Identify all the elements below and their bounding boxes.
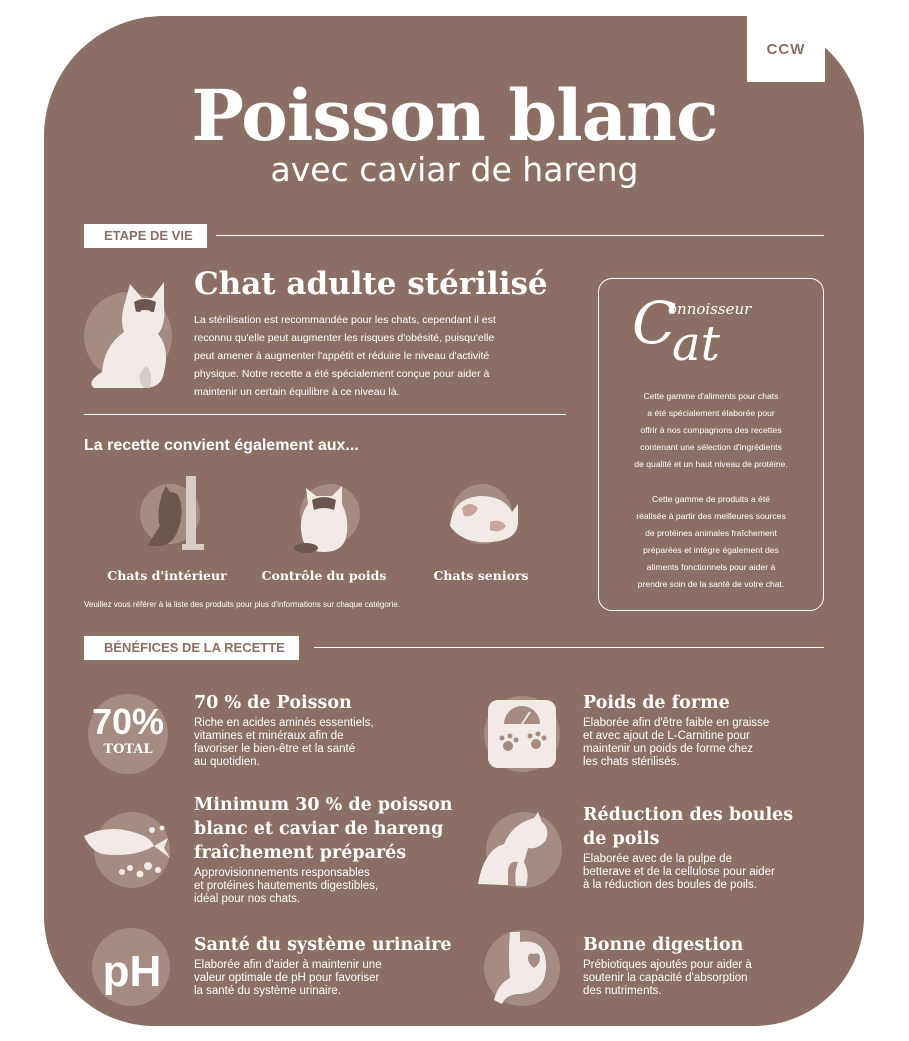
divider	[216, 235, 824, 236]
icon-percent-text: 70%	[91, 701, 165, 742]
text-line: des nutriments.	[583, 985, 662, 997]
text-line: offrir à nos compagnons des recettes	[640, 425, 782, 435]
benefit-title: Bonne digestion	[583, 935, 744, 955]
text-line: à la réduction des boules de poils.	[583, 879, 757, 891]
page-title: Poisson blanc	[191, 74, 718, 157]
benefit-text	[194, 867, 464, 906]
text-line: Riche en acides aminés essentiels,	[194, 717, 374, 729]
text-line: Cette gamme d'aliments pour chats	[643, 391, 779, 401]
benefit-4	[583, 803, 833, 892]
connoisseur-para-2	[609, 491, 813, 593]
text-line: maintenir un poids de forme chez	[583, 743, 754, 755]
text-line: valeur optimale de pH pour favoriser	[194, 972, 380, 984]
text-line: physique. Notre recette a été spécialement conçue pour aider à	[194, 368, 490, 380]
text-line: Elaborée afin d'être faible en graisse	[583, 717, 770, 729]
icon-ph-text: pH	[102, 947, 162, 996]
also-label-weight: Contrôle du poids	[261, 568, 387, 583]
indoor-cat-icon	[132, 474, 212, 554]
text-line: peut amener à augmenter l'appétit et réduire le niveau d'activité	[194, 350, 490, 362]
text-line: reconnu qu'elle peut augmenter les risques d'obésité, puisqu'elle	[194, 332, 495, 344]
text-line: betterave et de la cellulose pour aider	[583, 866, 775, 878]
also-label-indoor: Chats d'intérieur	[107, 568, 227, 583]
text-line: de protéines animales fraîchement	[645, 528, 777, 538]
ph-icon	[90, 928, 176, 1008]
adult-cat-icon	[84, 276, 194, 391]
divider	[84, 414, 566, 415]
text-line: la santé du système urinaire.	[194, 985, 342, 997]
benefit-title: de poils	[583, 829, 660, 849]
also-label-senior: Chats seniors	[433, 568, 529, 583]
benefit-text	[583, 717, 833, 769]
logo-at: at	[672, 316, 720, 372]
benefit-text	[583, 853, 833, 892]
benefit-text	[583, 959, 833, 998]
weight-control-cat-icon	[288, 476, 368, 556]
percent-70-icon	[80, 694, 176, 774]
benefit-title: Poids de forme	[583, 693, 730, 713]
text-line: maintenir un certain équilibre à ce niveau là.	[194, 386, 400, 398]
text-line: Cette gamme de produits a été	[652, 494, 770, 504]
text-line: vitamines et minéraux afin de	[194, 730, 344, 742]
benefit-text	[194, 959, 454, 998]
text-line: au quotidien.	[194, 756, 260, 768]
scale-icon	[480, 694, 564, 774]
footnote: Veuillez vous référer à la liste des produits pour plus d'informations sur chaque catégorie.	[84, 600, 400, 609]
text-line: Approvisionnements responsables	[194, 867, 370, 879]
text-line: idéal pour nos chats.	[194, 893, 301, 905]
page-subtitle: avec caviar de hareng	[270, 150, 639, 189]
life-stage-heading: Chat adulte stérilisé	[194, 266, 548, 302]
text-line: aliments fonctionnels pour aider à	[646, 562, 776, 572]
connoisseur-logo	[628, 290, 798, 382]
logo-small: onnoisseur	[668, 300, 752, 318]
text-line: préparées et intègre également des	[643, 545, 779, 555]
text-line: favoriser le bien-être et la santé	[194, 743, 356, 755]
ccw-badge: CCW	[747, 16, 825, 82]
icon-total-text: TOTAL	[103, 742, 153, 757]
connoisseur-para-1	[609, 388, 813, 473]
benefit-title: blanc et caviar de hareng	[194, 819, 444, 839]
text-line: La stérilisation est recommandée pour les chats, cependant il est	[194, 314, 496, 326]
life-stage-description	[194, 311, 566, 401]
section-label-benefits: BÉNÉFICES DE LA RECETTE	[84, 636, 299, 660]
text-line: et protéines hautements digestibles,	[194, 880, 379, 892]
divider	[314, 647, 824, 648]
fish-icon	[82, 810, 178, 890]
text-line: a été spécialement élaborée pour	[647, 408, 775, 418]
senior-cat-icon	[444, 478, 524, 558]
text-line: Elaborée afin d'aider à maintenir une	[194, 959, 382, 971]
section-label-life-stage: ETAPE DE VIE	[84, 224, 207, 248]
benefit-title: Minimum 30 % de poisson	[194, 795, 453, 815]
stomach-icon	[480, 928, 564, 1008]
text-line: de qualité et un haut niveau de protéine.	[634, 459, 788, 469]
also-suitable-heading: La recette convient également aux...	[84, 437, 359, 454]
benefit-title: 70 % de Poisson	[194, 693, 352, 713]
benefit-title: Réduction des boules	[583, 805, 794, 825]
benefit-title: Santé du système urinaire	[194, 935, 452, 955]
text-line: soutenir la capacité d'absorption	[583, 972, 748, 984]
text-line: contenant une sélection d'ingrédients	[640, 442, 782, 452]
grooming-cat-icon	[474, 810, 564, 890]
text-line: prendre soin de la santé de votre chat.	[637, 579, 785, 589]
benefit-5	[194, 933, 454, 998]
text-line: et avec ajout de L-Carnitine pour	[583, 730, 750, 742]
benefit-3	[194, 793, 464, 906]
benefit-1	[194, 691, 454, 769]
text-line: Elaborée avec de la pulpe de	[583, 853, 732, 865]
benefit-2	[583, 691, 833, 769]
benefit-title: fraîchement préparés	[194, 843, 407, 863]
benefit-6	[583, 933, 833, 998]
text-line: Prébiotiques ajoutés pour aider à	[583, 959, 752, 971]
text-line: les chats stérilisés.	[583, 756, 680, 768]
logo-initial: C	[632, 289, 677, 357]
text-line: réalisée à partir des meilleures sources	[636, 511, 786, 521]
benefit-text	[194, 717, 454, 769]
